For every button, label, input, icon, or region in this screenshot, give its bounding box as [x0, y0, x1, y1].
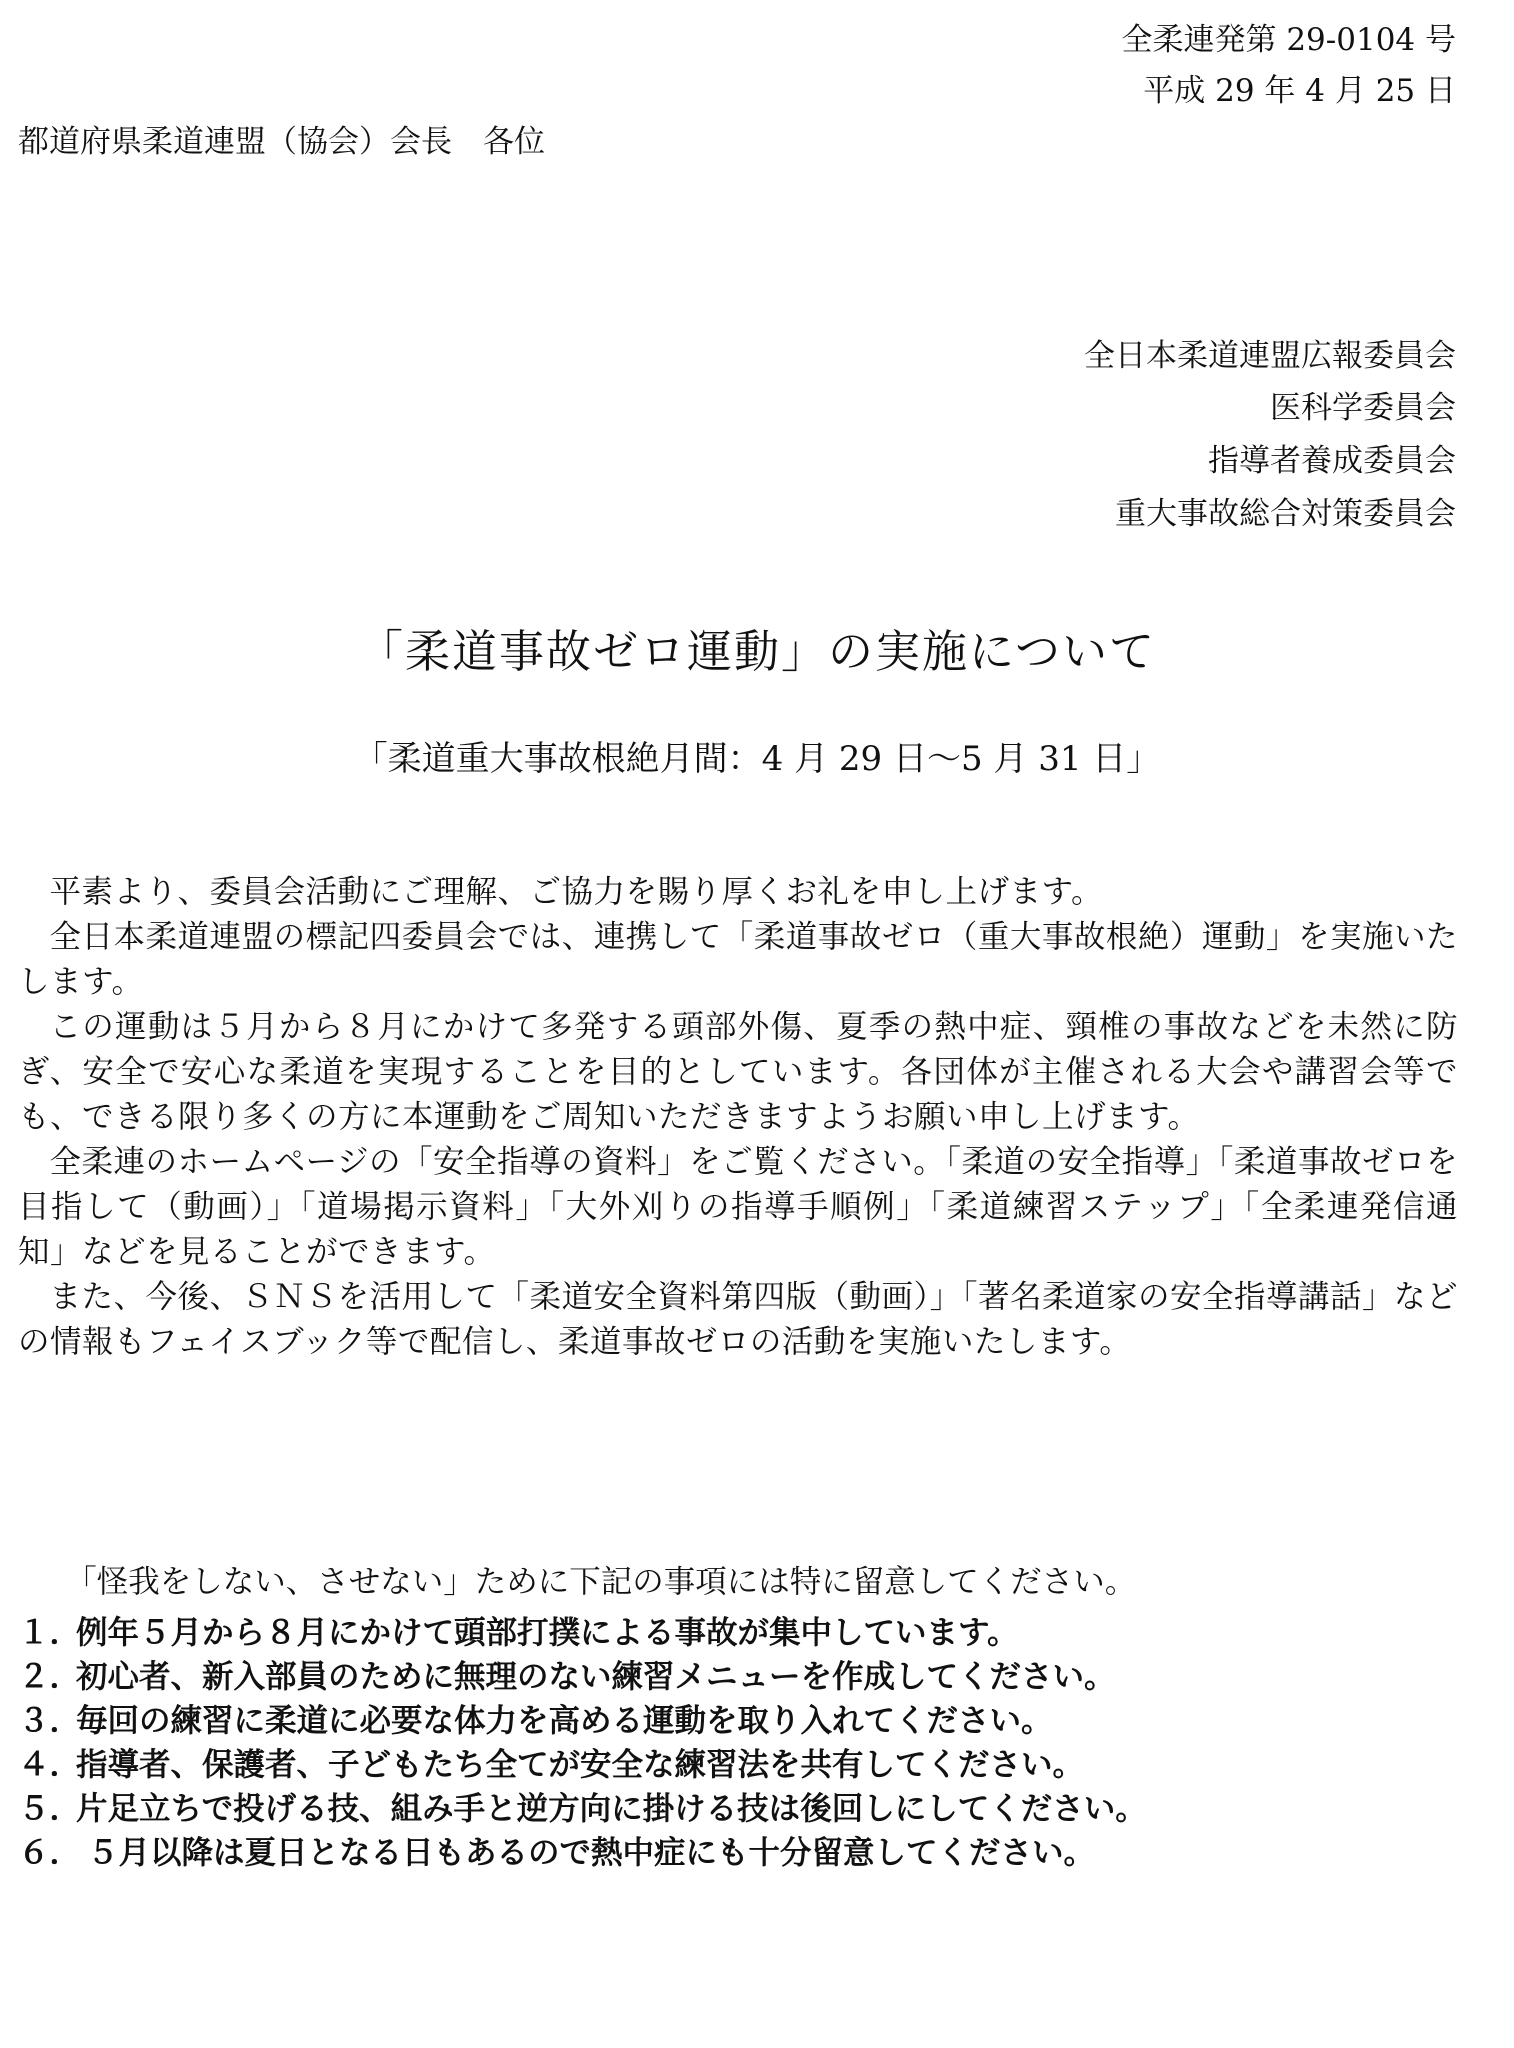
- document-title: 「柔道事故ゼロ運動」の実施について: [357, 625, 1157, 678]
- sender-committee-3: 指導者養成委員会: [1208, 443, 1456, 479]
- notice-item-5: [18, 1787, 1478, 1831]
- body-paragraph-3: この運動は５月から８月にかけて多発する頭部外傷、夏季の熱中症、頸椎の事故などを未然に防ぎ、安全で安心な柔道を実現することを目的としています。各団体が主催される大会や講習会等でも、できる限り多くの方に本運動をご周知いただきますようお願い申し上げます。: [18, 1009, 1458, 1135]
- document-number: 全柔連発第 29-0104 号: [1121, 22, 1456, 58]
- body-paragraph-5: また、今後、ＳＮＳを活用して「柔道安全資料第四版（動画）」「著名柔道家の安全指導講話」などの情報もフェイスブック等で配信し、柔道事故ゼロの活動を実施いたします。: [18, 1279, 1459, 1360]
- sender-committee-2: 医科学委員会: [1270, 390, 1456, 426]
- document-date: 平成 29 年 4 月 25 日: [1143, 73, 1456, 109]
- notice-item-3: [18, 1699, 1478, 1743]
- notice-text: 初心者、新入部員のために無理のない練習メニューを作成してください。: [76, 1658, 1116, 1695]
- notice-text: 毎回の練習に柔道に必要な体力を高める運動を取り入れてください。: [76, 1702, 1053, 1739]
- sender-committee-1: 全日本柔道連盟広報委員会: [1084, 338, 1456, 374]
- body-paragraph-4: 全柔連のホームページの「安全指導の資料」をご覧ください。「柔道の安全指導」「柔道事故ゼロを目指して（動画）」「道場掲示資料」「大外刈りの指導手順例」「柔道練習ステップ」「全柔連発信通知」などを見ることができます。: [18, 1144, 1458, 1270]
- notice-text: 例年５月から８月にかけて頭部打撲による事故が集中しています。: [76, 1614, 1019, 1651]
- notice-number: ３．: [18, 1702, 82, 1739]
- notice-number: ５．: [18, 1790, 82, 1827]
- sender-committee-4: 重大事故総合対策委員会: [1115, 496, 1456, 532]
- document-subtitle: 「柔道重大事故根絶月間：4 月 29 日～5 月 31 日」: [353, 739, 1161, 779]
- notice-list: [18, 1611, 1478, 1875]
- notice-item-6: [18, 1831, 1478, 1875]
- body-paragraph-2: 全日本柔道連盟の標記四委員会では、連携して「柔道事故ゼロ（重大事故根絶）運動」を実施いたします。: [18, 919, 1458, 1000]
- notice-number: ４．: [18, 1746, 82, 1783]
- body-text: [18, 870, 1458, 1365]
- notice-number: １．: [18, 1614, 82, 1651]
- notice-intro: 「怪我をしない、させない」ために下記の事項には特に留意してください。: [65, 1564, 1137, 1600]
- notice-text: ５月以降は夏日となる日もあるので熱中症にも十分留意してください。: [76, 1834, 1095, 1871]
- notice-number: ２．: [18, 1658, 82, 1695]
- notice-item-2: [18, 1655, 1478, 1699]
- notice-item-1: [18, 1611, 1478, 1655]
- notice-item-4: [18, 1743, 1478, 1787]
- notice-text: 指導者、保護者、子どもたち全てが安全な練習法を共有してください。: [76, 1746, 1085, 1783]
- notice-text: 片足立ちで投げる技、組み手と逆方向に掛ける技は後回しにしてください。: [76, 1790, 1147, 1827]
- notice-number: ６．: [18, 1834, 82, 1871]
- recipient-line: 都道府県柔道連盟（協会）会長 各位: [18, 124, 545, 160]
- body-paragraph-1: 平素より、委員会活動にご理解、ご協力を賜り厚くお礼を申し上げます。: [49, 874, 1103, 910]
